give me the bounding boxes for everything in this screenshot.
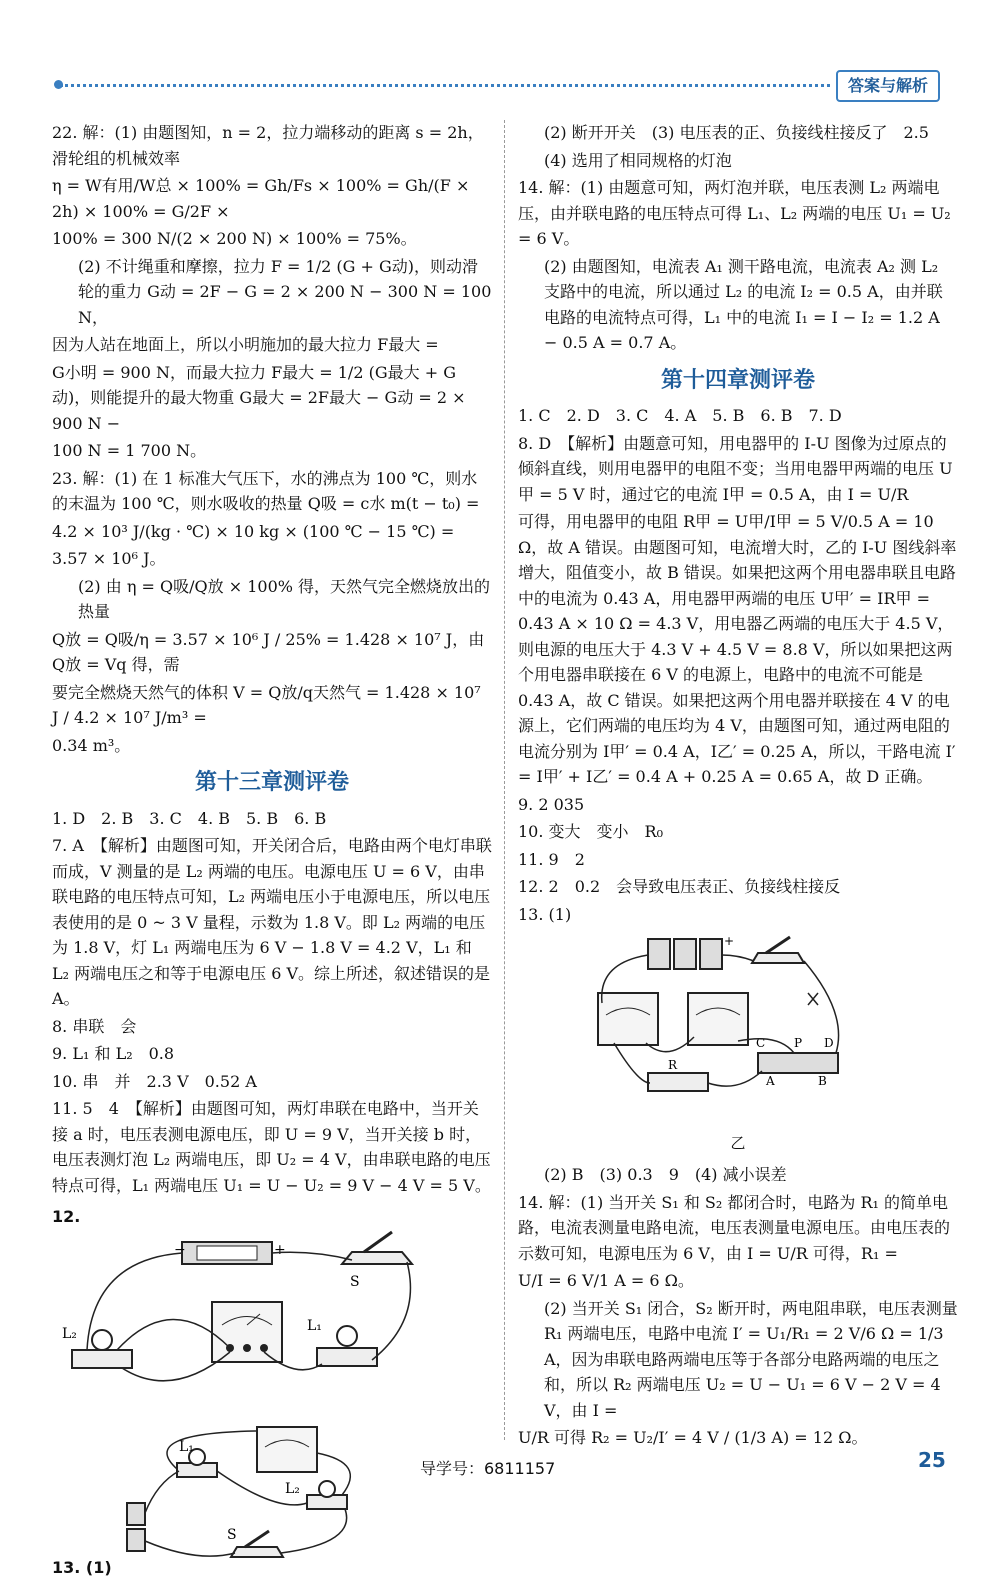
answer-22-line: (2) 不计绳重和摩擦，拉力 F = 1/2 (G + G动)，则动滑轮的重力 G动 = 2F − G = 2 × 200 N − 300 N = 100 N， (78, 256, 497, 327)
right-column (518, 120, 963, 1453)
section-title-ch14: 第十四章测评卷 (660, 367, 815, 393)
answer-line: 9. L₁ 和 L₂ 0.8 (52, 1044, 175, 1063)
answer-14-line: (2) 由题图知，电流表 A₁ 测干路电流，电流表 A₂ 测 L₂ 支路中的电流，所以通过 L₂ 的电流 I₂ = 0.5 A，由并联电路的电流特点可得，L₁ 中的电流 I₁ = I − I₂ = 1.2 A − 0.5 A = 0.7 A。 (544, 256, 945, 352)
page-number: 25 (918, 1448, 946, 1472)
terminal-p-label: P (794, 1036, 803, 1050)
answer-line: 9. 2 035 (518, 794, 585, 814)
answer-line: (2) B (3) 0.3 9 (4) 减小误差 (544, 1165, 787, 1184)
section-title-ch13: 第十三章测评卷 (194, 770, 349, 795)
terminal-d-label: D (824, 1036, 834, 1050)
resistor-r-label: R (668, 1058, 678, 1072)
answer-line: (4) 选用了相同规格的灯泡 (544, 150, 732, 170)
answer-22-line: 100% = 300 N/(2 × 200 N) × 100% = 75%。 (52, 229, 417, 248)
answer-22-line: η = W有用/W总 × 100% = Gh/Fs × 100% = Gh/(F × 2h) × 100% = G/2F × (52, 176, 475, 221)
answer-14-line: U/I = 6 V/1 A = 6 Ω。 (518, 1271, 694, 1290)
answer-23-line: 要完全燃烧天然气的体积 V = Q放/q天然气 = 1.428 × 10⁷ J / 4.2 × 10⁷ J/m³ = (52, 682, 486, 727)
answer-22-line: 22. 解：(1) 由题图知，n = 2，拉力端移动的距离 s = 2h，滑轮组的机械效率 (52, 123, 484, 168)
question-number: 13. (1) (52, 1558, 112, 1577)
terminal-a-label: A (766, 1074, 775, 1088)
answer-23-line: 3.57 × 10⁶ J。 (52, 549, 166, 568)
answer-22 (52, 120, 497, 464)
left-column (52, 120, 497, 1587)
answer-line: 1. C 2. D 3. C 4. A 5. B 6. B 7. D (518, 406, 842, 425)
answer-line: 13. (1) (518, 904, 572, 924)
answer-23-line: 0.34 m³。 (52, 735, 131, 755)
circuit-diagram-13 (117, 1423, 417, 1573)
answer-line: 8. D 【解析】由题意可知，用电器甲的 I-U 图像为过原点的倾斜直线，则用电器甲的电阻不变；当用电器甲两端的电压 U甲 = 5 V 时，通过它的电流 I甲 = 0.5 A，由 I = U/R (518, 433, 953, 504)
answer-23-line: 23. 解：(1) 在 1 标准大气压下，水的沸点为 100 ℃，则水的末温为 100 ℃，则水吸收的热量 Q吸 = c水 m(t − t₀) = (52, 468, 480, 513)
circuit-figure-13 (52, 1423, 492, 1581)
answer-line: 11. 5 4 【解析】由题图可知，两灯串联在电路中，当开关接 a 时，电压表测电源电压，即 U = 9 V，当开关接 b 时，电压表测灯泡 L₂ 两端电压，即 U₂ = 4 V，由串联电路的电压特点可得，L₁ 两端电压 U₁ = U − U₂ = 9 V − 4 V = 5 V。 (52, 1099, 491, 1195)
lamp-l1-label: L₁ (178, 1439, 194, 1455)
question-number: 12. (52, 1207, 81, 1226)
lamp-l2-label: L₂ (284, 1481, 300, 1497)
answer-14-line: U/R 可得 R₂ = U₂/I′ = 4 V / (1/3 A) = 12 Ω。 (518, 1428, 868, 1447)
svg-text:+: + (274, 1241, 286, 1258)
answer-line: 7. A 【解析】由题图可知，开关闭合后，电路由两个电灯串联而成，V 测量的是 L₂ 两端的电压。电源电压 U = 6 V，由串联电路的电压特点可知，L₂ 两端电压小于电源电压，所以电压表使用的是 0 ~ 3 V 量程，示数为 1.8 V。即 L₂ 两端的电压为 1.8 V，灯 L₁ 两端电压为 6 V − 1.8 V = 4.2 V，L₁ 和 L₂ 两端电压之和等于电源电压 6 V。综上所述，叙述错误的是 A。 (52, 836, 496, 1008)
answer-14-line: 14. 解：(1) 由题意可知，两灯泡并联，电压表测 L₂ 两端电压，由并联电路的电压特点可得 L₁、L₂ 两端的电压 U₁ = U₂ = 6 V。 (518, 178, 956, 248)
terminal-b-label: B (818, 1074, 827, 1088)
answer-line: (2) 断开开关 (3) 电压表的正、负接线柱接反了 2.5 (544, 123, 929, 142)
circuit-figure-12 (52, 1204, 492, 1417)
switch-label: S (350, 1273, 360, 1290)
answer-line: 11. 9 2 (518, 849, 585, 869)
svg-text:+: + (724, 934, 735, 948)
circuit-diagram-12 (52, 1230, 492, 1410)
answer-23-line: (2) 由 η = Q吸/Q放 × 100% 得，天然气完全燃烧放出的热量 (78, 576, 491, 621)
header-dotted-rule (60, 84, 830, 87)
svg-text:−: − (174, 1241, 186, 1258)
answer-23-line: 4.2 × 10³ J/(kg · ℃) × 10 kg × (100 ℃ − 15 ℃) = (52, 521, 455, 541)
switch-label: S (226, 1527, 237, 1543)
answer-line: 8. 串联 会 (52, 1016, 137, 1036)
answer-23-line: Q放 = Q吸/η = 3.57 × 10⁶ J / 25% = 1.428 × 10⁷ J，由 Q放 = Vq 得，需 (52, 629, 490, 674)
answer-23 (52, 466, 492, 759)
lamp-l1-label: L₁ (307, 1317, 322, 1334)
answer-line: 10. 串 并 2.3 V 0.52 A (52, 1071, 257, 1091)
figure-caption: 乙 (730, 1133, 746, 1152)
answer-22-line: 因为人站在地面上，所以小明施加的最大拉力 F最大 = (52, 335, 439, 354)
answer-14-line: (2) 当开关 S₁ 闭合，S₂ 断开时，两电阻串联，电压表测量 R₁ 两端电压，电路中电流 I′ = U₁/R₁ = 2 V/6 Ω = 1/3 A，因为串联电路两端电压等于各部分电路两端的电压之和，所以 R₂ 两端电压 U₂ = U − U₁ = 6 V − 2 V = 4 V，由 I = (544, 1298, 963, 1420)
answer-line: 10. 变大 变小 R₀ (518, 822, 663, 841)
answer-14-line: 14. 解：(1) 当开关 S₁ 和 S₂ 都闭合时，电路为 R₁ 的简单电路，电流表测量电路电流，电压表测量电源电压。由电压表的示数可知，电源电压为 6 V，由 I = U/R 可得，R₁ = (518, 1192, 951, 1263)
circuit-diagram-14-13 (518, 933, 958, 1123)
footer-guide-number: 导学号：6811157 (420, 1459, 556, 1478)
answer-line: 可得，用电器甲的电阻 R甲 = U甲/I甲 = 5 V/0.5 A = 10 Ω，故 A 错误。由题图可知，电流增大时，乙的 I-U 图线斜率增大，阻值变小，故 B 错误。如果把这两个用电器串联且电路中的电流为 0.43 A，用电器甲两端的电压 U甲′ = IR甲 = 0.43 A × 10 Ω = 4.3 V，用电器乙两端的电压大于 4.5 V，则电源的电压大于 4.3 V + 4.5 V = 8.8 V，所以如果把这两个用电器串联接在 6 V 的电源上，电路中的电流不可能是 0.43 A，故 C 错误。如果把这两个用电器并联接在 4 V 的电源上，它们两端的电压均为 4 V，由题图可知，通过两电阻的电流分别为 I甲′ = 0.4 A，I乙′ = 0.25 A，所以，干路电流 I′ = I甲′ + I乙′ = 0.4 A + 0.25 A = 0.65 A，故 D 正确。 (518, 512, 961, 786)
answer-line: 12. 2 0.2 会导致电压表正、负接线柱接反 (518, 877, 841, 896)
answer-22-line: G小明 = 900 N，而最大拉力 F最大 = 1/2 (G最大 + G动)，则能提升的最大物重 G最大 = 2F最大 − G动 = 2 × 900 N − (52, 362, 471, 433)
column-divider (504, 120, 505, 1440)
terminal-c-label: C (756, 1036, 766, 1050)
answer-line: 1. D 2. B 3. C 4. B 5. B 6. B (52, 808, 327, 828)
answer-22-line: 100 N = 1 700 N。 (52, 441, 207, 460)
header-section-tag: 答案与解析 (836, 70, 940, 102)
circuit-figure-14-13 (518, 933, 958, 1156)
lamp-l2-label: L₂ (62, 1325, 77, 1342)
